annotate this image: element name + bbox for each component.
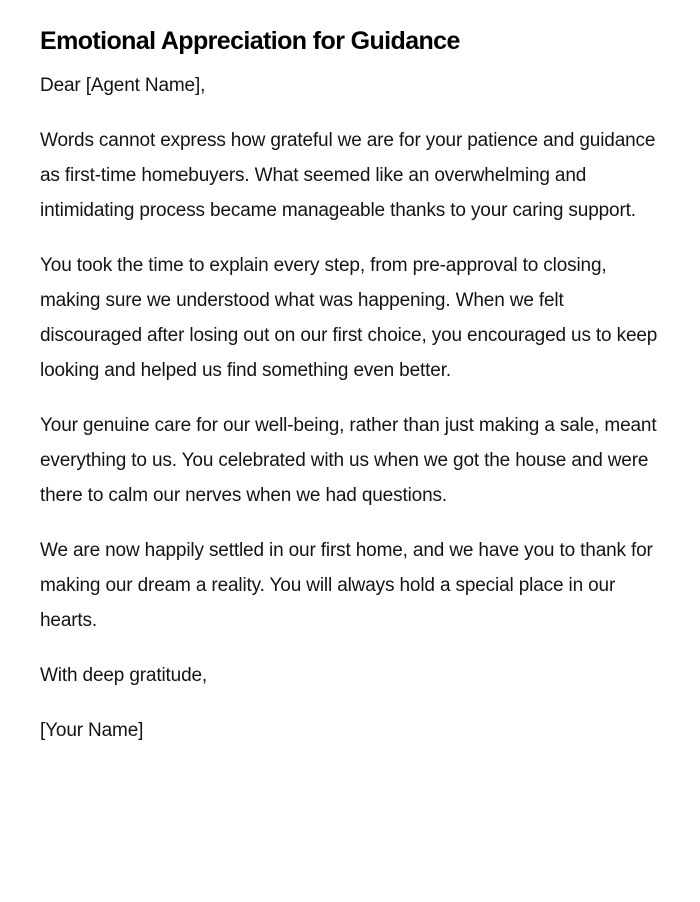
letter-greeting: Dear [Agent Name], [40,75,206,96]
letter-signature: [Your Name] [40,720,144,741]
letter-paragraph-4: We are now happily settled in our first home, and we have you to thank for making our dream a reality. You will always hold a special place in our hearts. [40,540,653,631]
letter-paragraph-3: Your genuine care for our well-being, rather than just making a sale, meant everything to us. You celebrated with us when we got the house and were there to calm our nerves when we had questions. [40,415,657,506]
letter-paragraph-2: You took the time to explain every step, from pre-approval to closing, making sure we understood what was happening. When we felt discouraged after losing out on our first choice, you encouraged us to keep looking and helped us find something even better. [40,255,658,381]
letter-closing: With deep gratitude, [40,665,208,686]
letter-paragraph-1: Words cannot express how grateful we are for your patience and guidance as first-time homebuyers. What seemed like an overwhelming and intimidating process became manageable thanks to your caring support. [40,130,656,221]
document-title: Emotional Appreciation for Guidance [40,27,460,55]
